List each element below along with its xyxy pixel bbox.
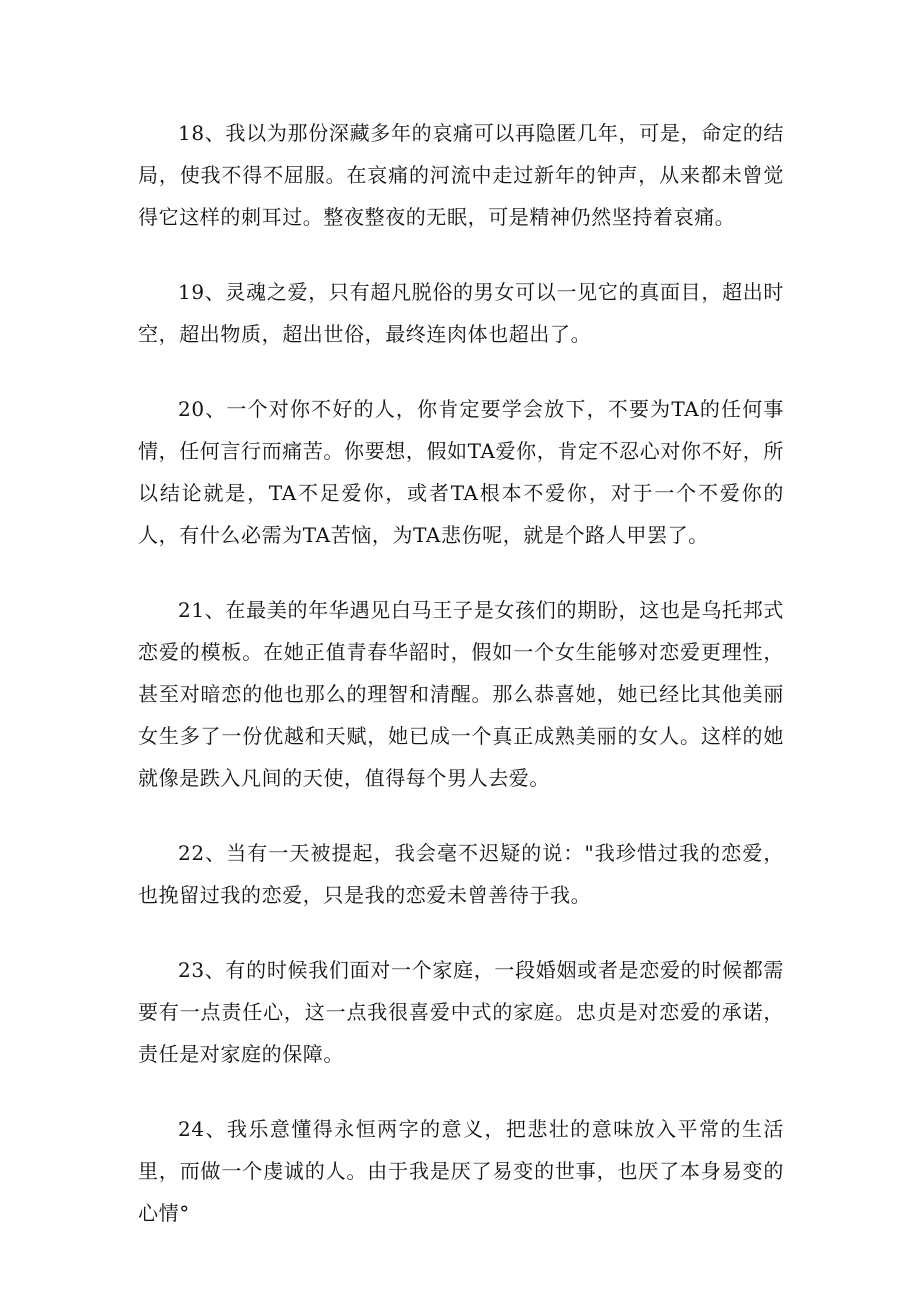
paragraph-18: 18、我以为那份深藏多年的哀痛可以再隐匿几年，可是，命定的结局，使我不得不屈服。在哀痛的河流中走过新年的钟声，从来都未曾觉得它这样的刺耳过。整夜整夜的无眠，可是精神仍然坚持着哀痛。 [138, 121, 784, 229]
paragraph-19: 19、灵魂之爱，只有超凡脱俗的男女可以一见它的真面目，超出时空，超出物质，超出世俗，最终连肉体也超出了。 [138, 280, 784, 346]
document-body [138, 112, 784, 1268]
paragraph-23: 23、有的时候我们面对一个家庭，一段婚姻或者是恋爱的时候都需要有一点责任心，这一点我很喜爱中式的家庭。忠贞是对恋爱的承诺，责任是对家庭的保障。 [138, 958, 784, 1066]
paragraph-22: 22、当有一天被提起，我会毫不迟疑的说："我珍惜过我的恋爱，也挽留过我的恋爱，只是我的恋爱未曾善待于我。 [138, 841, 784, 907]
paragraph-24: 24、我乐意懂得永恒两字的意义，把悲壮的意味放入平常的生活里，而做一个虔诚的人。由于我是厌了易变的世事，也厌了本身易变的心情° [138, 1117, 784, 1225]
paragraph-21: 21、在最美的年华遇见白马王子是女孩们的期盼，这也是乌托邦式恋爱的模板。在她正值青春华韶时，假如一个女生能够对恋爱更理性，甚至对暗恋的他也那么的理智和清醒。那么恭喜她，她已经比其他美丽女生多了一份优越和天赋，她已成一个真正成熟美丽的女人。这样的她就像是跌入凡间的天使，值得每个男人去爱。 [138, 598, 784, 790]
paragraph-20: 20、一个对你不好的人，你肯定要学会放下，不要为TA的任何事情，任何言行而痛苦。你要想，假如TA爱你，肯定不忍心对你不好，所以结论就是，TA不足爱你，或者TA根本不爱你，对于一个不爱你的人，有什么必需为TA苦恼，为TA悲伤呢，就是个路人甲罢了。 [138, 397, 784, 547]
